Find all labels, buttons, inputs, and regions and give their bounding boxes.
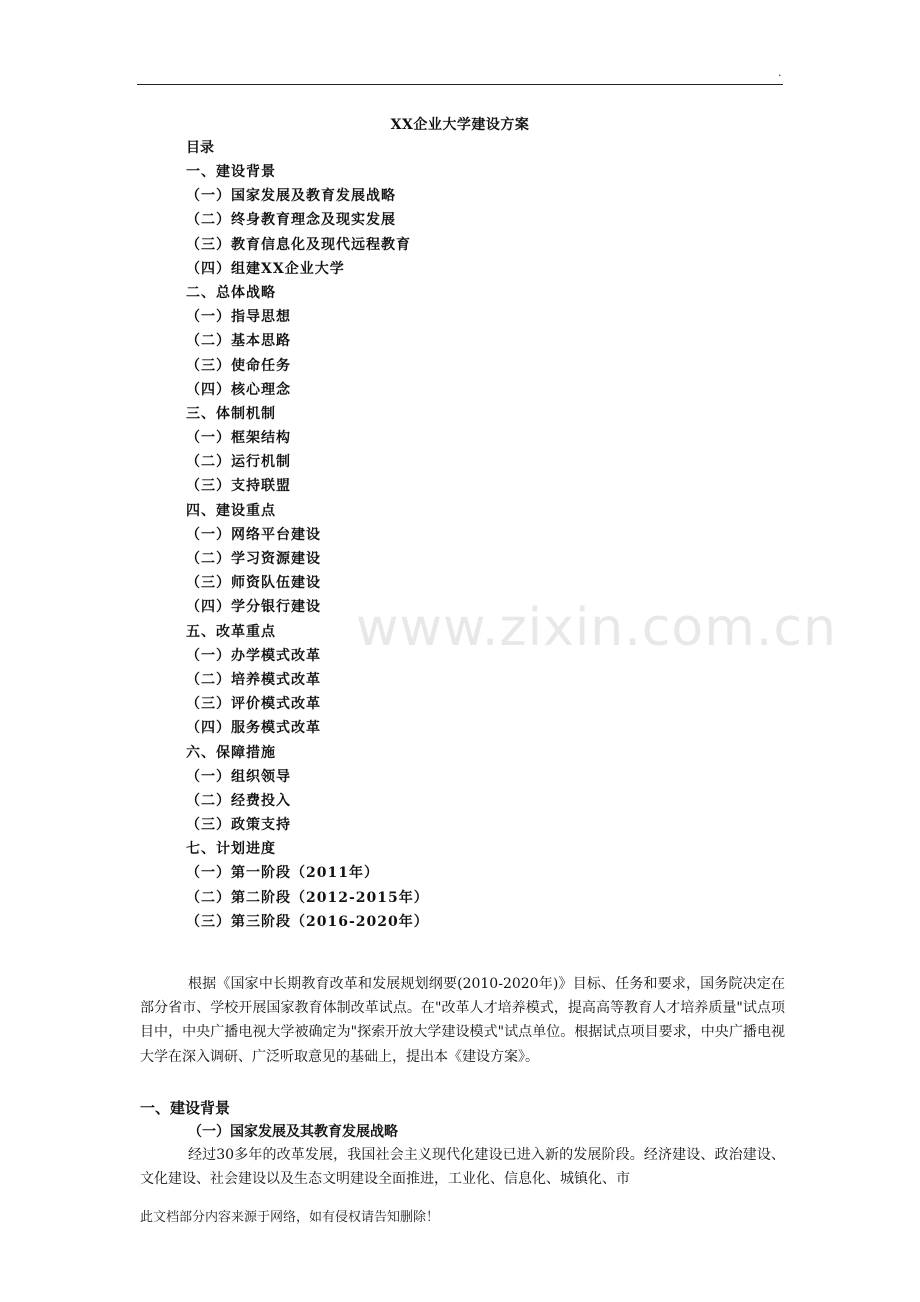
toc-item: （二）第二阶段（2012-2015年） — [186, 889, 429, 906]
toc-item: （四）服务模式改革 — [186, 720, 321, 737]
section-paragraph: 经过30多年的改革发展，我国社会主义现代化建设已进入新的发展阶段。经济建设、政治建设、文化建设、社会建设以及生态文明建设全面推进，工业化、信息化、城镇化、市 — [140, 1147, 785, 1188]
intro-paragraph: 根据《国家中长期教育改革和发展规划纲要(2010-2020年)》目标、任务和要求，国务院决定在部分省市、学校开展国家教育体制改革试点。在"改革人才培养模式，提高高等教育人才培养质量"试点项目中，中央广播电视大学被确定为"探索开放大学建设模式"试点单位。根据试点项目要求，中央广播电视大学在深入调研、广泛听取意见的基础上，提出本《建设方案》。 — [140, 976, 785, 1065]
toc-item: （三）评价模式改革 — [186, 696, 321, 713]
toc-item: 二、总体战略 — [186, 284, 276, 301]
watermark: www.zixin.com.cn — [356, 598, 837, 658]
toc-item: （二）经费投入 — [186, 792, 291, 809]
toc-item: （一）组织领导 — [186, 768, 291, 785]
section-heading: 一、建设背景 — [140, 1099, 231, 1117]
toc-item: 一、建设背景 — [186, 164, 276, 180]
header-rule — [137, 84, 783, 85]
toc-item: （四）学分银行建设 — [186, 599, 321, 616]
toc-item: （三）第三阶段（2016-2020年） — [186, 913, 429, 930]
toc-item: （三）师资队伍建设 — [186, 575, 321, 592]
table-of-contents — [186, 160, 429, 934]
toc-item: （一）网络平台建设 — [186, 526, 321, 543]
toc-item: （四）核心理念 — [186, 381, 291, 398]
toc-item: （三）教育信息化及现代远程教育 — [186, 236, 411, 253]
toc-item: （二）培养模式改革 — [186, 671, 321, 688]
toc-item: 五、改革重点 — [186, 623, 276, 640]
toc-item: 三、体制机制 — [186, 405, 276, 422]
toc-item: 六、保障措施 — [186, 744, 276, 761]
toc-item: （三）政策支持 — [186, 817, 291, 834]
toc-item: （一）框架结构 — [186, 430, 291, 447]
toc-item: （二）运行机制 — [186, 454, 291, 471]
toc-item: （一）办学模式改革 — [186, 647, 321, 664]
footer-note: 此文档部分内容来源于网络，如有侵权请告知删除！ — [140, 1210, 440, 1225]
document-title: XX企业大学建设方案 — [390, 117, 530, 133]
toc-item: 四、建设重点 — [186, 502, 276, 519]
toc-item: （二）基本思路 — [186, 333, 291, 350]
toc-item: 七、计划进度 — [186, 841, 276, 858]
toc-item: （一）指导思想 — [186, 309, 291, 326]
header-mark: . — [778, 66, 782, 79]
toc-item: （一）第一阶段（2011年） — [186, 865, 379, 882]
toc-item: （二）学习资源建设 — [186, 551, 321, 567]
toc-item: （四）组建XX企业大学 — [186, 260, 345, 277]
toc-item: （一）国家发展及教育发展战略 — [186, 188, 396, 205]
subsection-heading: （一）国家发展及其教育发展战略 — [188, 1124, 398, 1140]
toc-item: （三）支持联盟 — [186, 478, 291, 495]
toc-heading: 目录 — [186, 140, 214, 156]
toc-item: （二）终身教育理念及现实发展 — [186, 212, 396, 229]
toc-item: （三）使命任务 — [186, 357, 291, 374]
